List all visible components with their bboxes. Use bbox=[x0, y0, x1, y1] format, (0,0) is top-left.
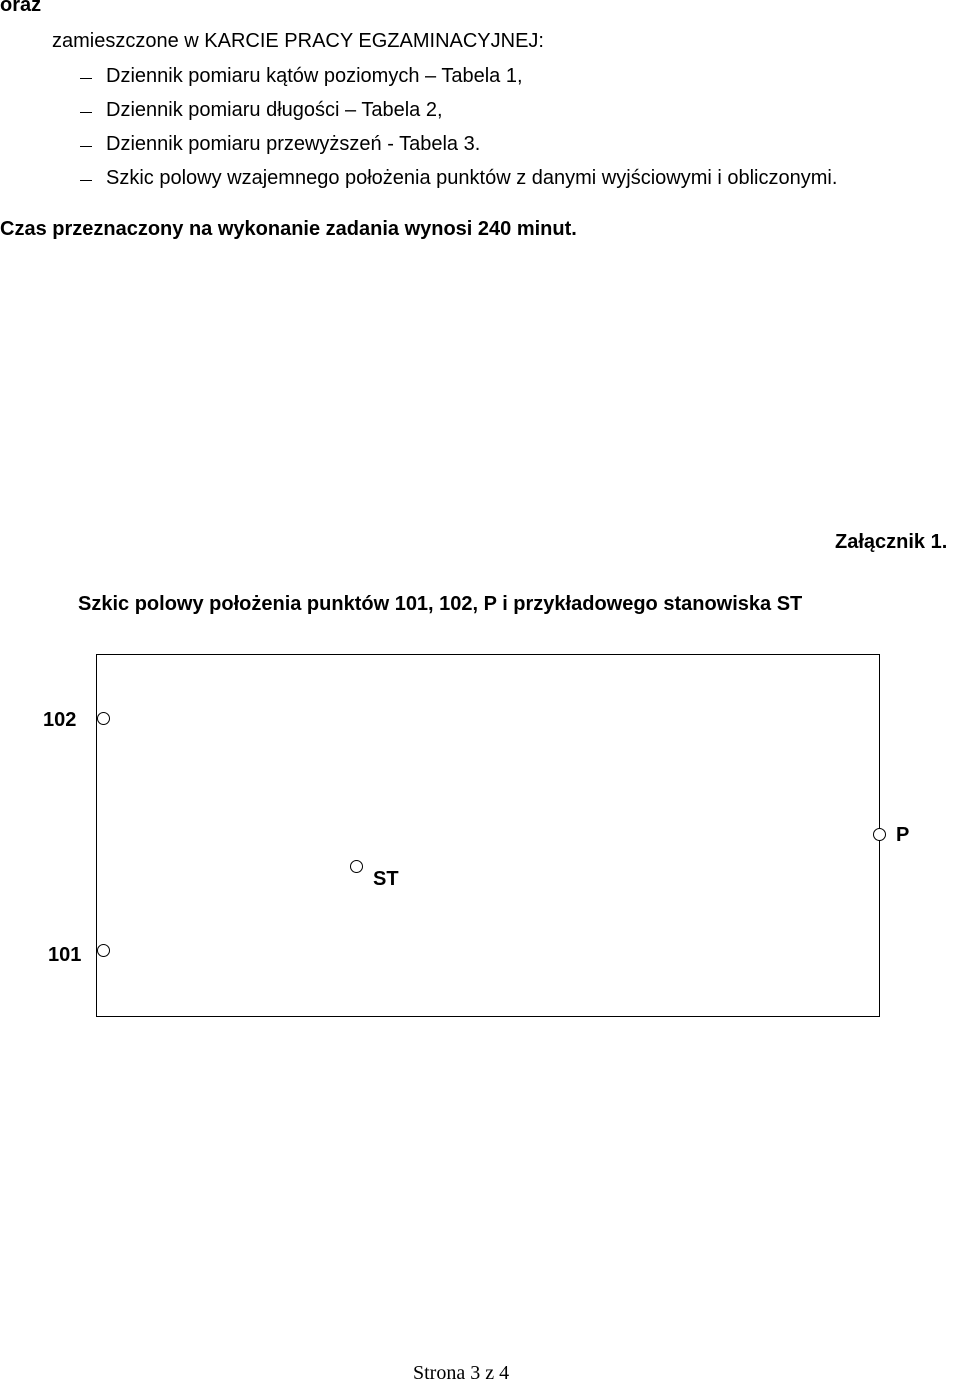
point-101-label: 101 bbox=[48, 944, 82, 966]
point-102-label: 102 bbox=[43, 709, 77, 731]
sketch-title: Szkic polowy położenia punktów 101, 102, P i przykładowego stanowiska ST bbox=[78, 593, 803, 615]
point-p-label: P bbox=[896, 824, 910, 846]
attachment-label: Załącznik 1. bbox=[835, 531, 948, 553]
dash-bullet-icon bbox=[80, 146, 92, 147]
point-st-marker-icon bbox=[350, 860, 363, 873]
point-st-label: ST bbox=[373, 868, 399, 890]
list-item-text: Szkic polowy wzajemnego położenia punktów z danymi wyjściowymi i obliczonymi. bbox=[106, 167, 838, 189]
oraz-text: oraz bbox=[0, 0, 42, 16]
point-102-marker-icon bbox=[97, 712, 110, 725]
sketch-frame bbox=[96, 654, 880, 1017]
list-item-text: Dziennik pomiaru kątów poziomych – Tabela 1, bbox=[106, 65, 523, 87]
point-p-marker-icon bbox=[873, 828, 886, 841]
point-101-marker-icon bbox=[97, 944, 110, 957]
dash-bullet-icon bbox=[80, 112, 92, 113]
dash-bullet-icon bbox=[80, 78, 92, 79]
page-number: Strona 3 z 4 bbox=[413, 1362, 510, 1384]
list-item-text: Dziennik pomiaru długości – Tabela 2, bbox=[106, 99, 443, 121]
dash-bullet-icon bbox=[80, 180, 92, 181]
time-note: Czas przeznaczony na wykonanie zadania wynosi 240 minut. bbox=[0, 218, 577, 240]
list-item-text: Dziennik pomiaru przewyższeń - Tabela 3. bbox=[106, 133, 481, 155]
intro-text: zamieszczone w KARCIE PRACY EGZAMINACYJNEJ: bbox=[52, 30, 544, 52]
